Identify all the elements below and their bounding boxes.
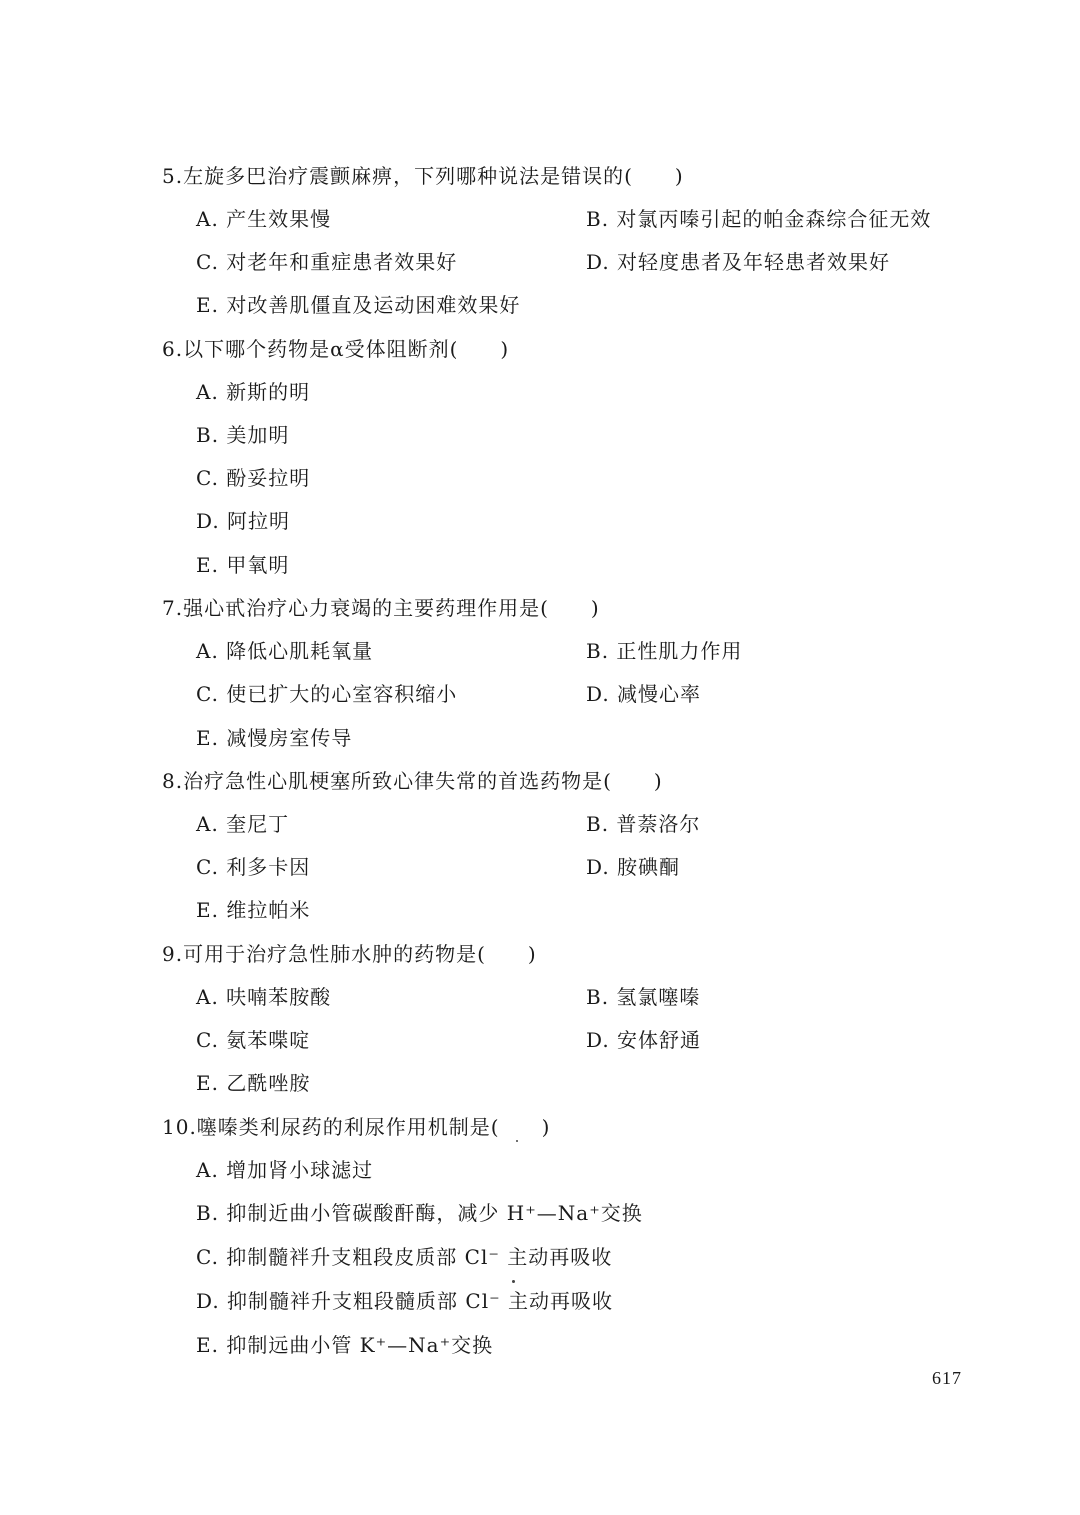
question-9-option-d: D. 安体舒通 <box>586 1028 702 1052</box>
question-7-option-a: A. 降低心肌耗氧量 <box>196 639 374 663</box>
scan-speck <box>512 1280 515 1283</box>
question-9-option-b: B. 氢氯噻嗪 <box>586 985 701 1009</box>
question-8-option-e: E. 维拉帕米 <box>196 898 311 922</box>
question-10-option-e: E. 抑制远曲小管 K⁺—Na⁺交换 <box>196 1333 494 1357</box>
question-8-stem: 8.治疗急性心肌梗塞所致心律失常的首选药物是( ) <box>162 769 663 793</box>
question-9-option-a: A. 呋喃苯胺酸 <box>196 985 332 1009</box>
question-5-option-b: B. 对氯丙嗪引起的帕金森综合征无效 <box>586 207 932 231</box>
question-7-option-e: E. 减慢房室传导 <box>196 726 353 750</box>
question-10-stem: 10.噻嗪类利尿药的利尿作用机制是( ) <box>162 1115 551 1139</box>
question-6-option-b: B. 美加明 <box>196 423 290 447</box>
question-5-option-e: E. 对改善肌僵直及运动困难效果好 <box>196 293 521 317</box>
question-7-stem: 7.强心甙治疗心力衰竭的主要药理作用是( ) <box>162 596 600 620</box>
question-8-option-c: C. 利多卡因 <box>196 855 311 879</box>
question-10-option-a: A. 增加肾小球滤过 <box>196 1158 374 1182</box>
question-7-option-b: B. 正性肌力作用 <box>586 639 743 663</box>
question-9-stem: 9.可用于治疗急性肺水肿的药物是( ) <box>162 942 537 966</box>
question-6-option-c: C. 酚妥拉明 <box>196 466 311 490</box>
question-10-option-c: C. 抑制髓袢升支粗段皮质部 Cl⁻ 主动再吸收 <box>196 1245 613 1269</box>
question-7-option-c: C. 使已扩大的心室容积缩小 <box>196 682 458 706</box>
question-9-option-c: C. 氨苯喋啶 <box>196 1028 311 1052</box>
question-6-stem: 6.以下哪个药物是α受体阻断剂( ) <box>162 337 510 361</box>
question-6-option-d: D. 阿拉明 <box>196 509 291 533</box>
page-number: 617 <box>932 1368 962 1388</box>
question-5-option-a: A. 产生效果慢 <box>196 207 332 231</box>
question-6-option-e: E. 甲氧明 <box>196 553 290 577</box>
scan-speck <box>516 1140 518 1142</box>
question-10-option-d: D. 抑制髓袢升支粗段髓质部 Cl⁻ 主动再吸收 <box>196 1289 614 1313</box>
question-7-option-d: D. 减慢心率 <box>586 682 702 706</box>
question-5-stem: 5.左旋多巴治疗震颤麻痹，下列哪种说法是错误的( ) <box>162 164 684 188</box>
question-6-option-a: A. 新斯的明 <box>196 380 311 404</box>
question-5-option-d: D. 对轻度患者及年轻患者效果好 <box>586 250 891 274</box>
question-10-option-b: B. 抑制近曲小管碳酸酐酶，减少 H⁺—Na⁺交换 <box>196 1201 643 1225</box>
question-8-option-d: D. 胺碘酮 <box>586 855 681 879</box>
question-5-option-c: C. 对老年和重症患者效果好 <box>196 250 458 274</box>
question-8-option-a: A. 奎尼丁 <box>196 812 290 836</box>
question-8-option-b: B. 普萘洛尔 <box>586 812 701 836</box>
question-9-option-e: E. 乙酰唑胺 <box>196 1071 311 1095</box>
